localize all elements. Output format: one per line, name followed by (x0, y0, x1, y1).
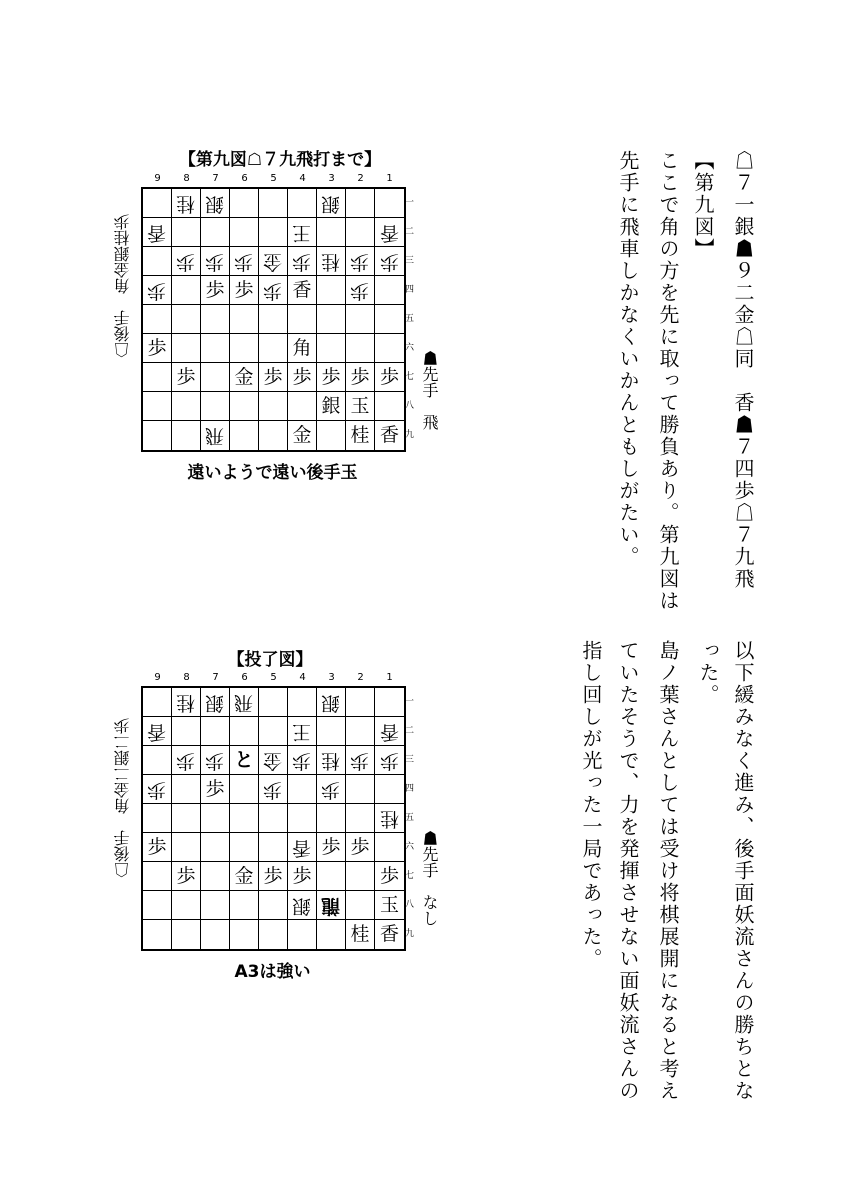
board-square (143, 891, 172, 920)
shogi-piece: と (234, 748, 254, 771)
board-square (201, 804, 230, 833)
board-square (230, 833, 259, 862)
shogi-piece: 歩 (205, 777, 225, 800)
shogi-piece: 歩 (205, 278, 225, 301)
shogi-piece: 歩 (176, 365, 196, 388)
shogi-piece: 歩 (292, 365, 312, 388)
board-square (143, 421, 172, 450)
diagram-caption: 遠いようで遠い後手玉 (187, 463, 358, 483)
board-square (201, 891, 230, 920)
board-square (201, 392, 230, 421)
board-square (317, 833, 346, 862)
board-square (143, 247, 172, 276)
board-square (201, 276, 230, 305)
board-square (259, 189, 288, 218)
gote-hand: ☖後手 角金銀桂歩 (113, 214, 132, 358)
board-square (143, 392, 172, 421)
board-square (288, 717, 317, 746)
board-square (143, 688, 172, 717)
board-square (288, 833, 317, 862)
text-column: った。 (696, 640, 720, 706)
board-square (172, 363, 201, 392)
shogi-piece: 歩 (176, 250, 196, 273)
board-square (288, 363, 317, 392)
shogi-piece: 歩 (321, 365, 341, 388)
board-square (317, 920, 346, 949)
board-square (172, 717, 201, 746)
board-square (201, 421, 230, 450)
board-square (346, 392, 375, 421)
board-square (259, 891, 288, 920)
board-square (201, 717, 230, 746)
column-label: 2 (357, 173, 364, 184)
column-label: 1 (386, 672, 393, 683)
shogi-piece: 歩 (147, 778, 167, 801)
shogi-piece: 王 (292, 720, 312, 743)
board-square (288, 421, 317, 450)
shogi-piece: 香 (147, 221, 167, 244)
board-square (143, 862, 172, 891)
board-square (201, 862, 230, 891)
board-square (375, 920, 404, 949)
row-label: 八 (405, 401, 415, 411)
shogi-piece: 歩 (321, 778, 341, 801)
board-square (375, 688, 404, 717)
shogi-piece: 歩 (379, 749, 399, 772)
shogi-piece: 歩 (292, 749, 312, 772)
board-square (346, 305, 375, 334)
board-square (201, 189, 230, 218)
shogi-piece: 王 (292, 221, 312, 244)
column-label: 6 (241, 173, 248, 184)
board-square (317, 363, 346, 392)
board-square (172, 247, 201, 276)
board-square (143, 833, 172, 862)
board-square (346, 363, 375, 392)
row-label: 三 (405, 256, 415, 266)
board-square (346, 746, 375, 775)
text-column: 以下緩みなく進み、後手面妖流さんの勝ちとな (731, 640, 755, 1102)
shogi-piece: 歩 (263, 864, 283, 887)
shogi-piece: 金 (263, 749, 283, 772)
column-label: 5 (270, 672, 277, 683)
shogi-piece: 歩 (379, 250, 399, 273)
board-square (201, 305, 230, 334)
board-square (201, 688, 230, 717)
board-square (230, 775, 259, 804)
shogi-piece: 香 (379, 923, 399, 945)
board-square (143, 775, 172, 804)
board-square (317, 421, 346, 450)
board-square (143, 334, 172, 363)
board-square (259, 421, 288, 450)
board-square (172, 775, 201, 804)
board-square (143, 717, 172, 746)
board-square (172, 920, 201, 949)
board-square (317, 334, 346, 363)
board-square (317, 862, 346, 891)
board-square (288, 746, 317, 775)
shogi-piece: 歩 (205, 250, 225, 273)
shogi-piece: 歩 (292, 864, 312, 887)
column-label: 9 (154, 173, 161, 184)
shogi-piece: 角 (292, 336, 312, 359)
board-square (317, 305, 346, 334)
board-square (259, 305, 288, 334)
shogi-piece: 玉 (379, 893, 399, 916)
row-labels (405, 688, 419, 949)
board-square (346, 276, 375, 305)
board-square (172, 746, 201, 775)
column-label: 9 (154, 672, 161, 683)
board-square (317, 775, 346, 804)
row-label: 七 (405, 372, 415, 382)
shogi-piece: 香 (147, 720, 167, 743)
shogi-piece: 桂 (379, 807, 399, 830)
column-label: 7 (212, 672, 219, 683)
shogi-piece: 歩 (350, 279, 370, 302)
shogi-piece: 歩 (205, 749, 225, 772)
shogi-piece: 桂 (321, 749, 341, 772)
board-square (143, 305, 172, 334)
row-label: 七 (405, 871, 415, 881)
shogi-piece: 歩 (147, 336, 167, 359)
board-square (346, 189, 375, 218)
board-square (288, 276, 317, 305)
text-column: ☖７一銀☗９二金☖同 香☗７四歩☖７九飛 (731, 150, 755, 590)
column-label: 5 (270, 173, 277, 184)
board-square (288, 334, 317, 363)
column-label: 3 (328, 672, 335, 683)
board-square (201, 746, 230, 775)
row-label: 一 (405, 697, 415, 707)
shogi-piece: 歩 (176, 749, 196, 772)
board-square (143, 363, 172, 392)
board-square (375, 891, 404, 920)
board-square (230, 363, 259, 392)
text-column: 先手に飛車しかなくいかんともしがたい。 (616, 150, 640, 568)
shogi-piece: 香 (379, 221, 399, 244)
board-square (375, 276, 404, 305)
board-square (317, 891, 346, 920)
board-square (172, 862, 201, 891)
board-square (172, 392, 201, 421)
shogi-piece: 金 (263, 250, 283, 273)
board-square (230, 276, 259, 305)
shogi-piece: 飛 (234, 691, 254, 714)
text-column: ていたそうで、力を発揮させない面妖流さんの (616, 640, 640, 1102)
shogi-piece: 香 (379, 424, 399, 446)
board-square (346, 775, 375, 804)
board-square (259, 775, 288, 804)
shogi-board (141, 686, 406, 951)
shogi-piece: 桂 (350, 923, 370, 945)
column-label: 4 (299, 173, 306, 184)
shogi-piece: 金 (234, 864, 254, 887)
board-square (288, 688, 317, 717)
board-square (317, 688, 346, 717)
board-square (288, 775, 317, 804)
shogi-piece: 歩 (263, 279, 283, 302)
board-square (230, 688, 259, 717)
diagram-title: 【第九図☖７九飛打まで】 (178, 150, 382, 170)
board-square (375, 247, 404, 276)
board-square (143, 189, 172, 218)
shogi-piece: 龍 (321, 894, 341, 917)
board-square (259, 833, 288, 862)
board-square (201, 833, 230, 862)
column-label: 6 (241, 672, 248, 683)
board-square (259, 334, 288, 363)
board-square (201, 218, 230, 247)
board-square (375, 746, 404, 775)
shogi-piece: 歩 (350, 749, 370, 772)
board-square (317, 276, 346, 305)
board-square (230, 804, 259, 833)
shogi-piece: 歩 (263, 778, 283, 801)
board-square (230, 218, 259, 247)
board-square (346, 218, 375, 247)
board-square (230, 920, 259, 949)
board-square (201, 775, 230, 804)
board-square (259, 746, 288, 775)
text-column: ここで角の方を先に取って勝負あり。第九図は (656, 150, 680, 612)
board-square (317, 218, 346, 247)
board-square (201, 363, 230, 392)
column-label: 8 (183, 173, 190, 184)
board-square (346, 804, 375, 833)
board-square (346, 862, 375, 891)
shogi-piece: 香 (292, 278, 312, 301)
board-square (375, 363, 404, 392)
board-square (172, 334, 201, 363)
shogi-piece: 歩 (350, 365, 370, 388)
gote-hand: ☖後手 角金二銀二歩 (113, 718, 132, 878)
row-label: 八 (405, 900, 415, 910)
board-square (288, 218, 317, 247)
board-square (346, 833, 375, 862)
shogi-piece: 金 (234, 365, 254, 388)
diagram-caption: A3は強い (234, 962, 311, 982)
shogi-piece: 桂 (176, 691, 196, 714)
shogi-piece: 歩 (321, 835, 341, 858)
board-square (230, 891, 259, 920)
row-label: 五 (405, 314, 415, 324)
board-square (172, 804, 201, 833)
shogi-piece: 玉 (350, 394, 370, 417)
row-label: 四 (405, 784, 415, 794)
board-square (143, 276, 172, 305)
board-square (143, 218, 172, 247)
shogi-piece: 歩 (176, 864, 196, 887)
board-square (346, 334, 375, 363)
board-square (259, 363, 288, 392)
board-square (259, 688, 288, 717)
board-square (346, 891, 375, 920)
shogi-piece: 歩 (263, 365, 283, 388)
board-square (375, 392, 404, 421)
board-square (143, 746, 172, 775)
row-label: 五 (405, 813, 415, 823)
text-column: 指し回しが光った一局であった。 (579, 640, 603, 970)
board-square (172, 421, 201, 450)
board-square (346, 421, 375, 450)
shogi-piece: 香 (379, 720, 399, 743)
board-square (259, 218, 288, 247)
board-square (317, 392, 346, 421)
sente-hand: ☗先手 なし (420, 830, 439, 926)
board-square (288, 247, 317, 276)
board-square (375, 717, 404, 746)
shogi-piece: 銀 (321, 394, 341, 417)
column-label: 7 (212, 173, 219, 184)
board-square (172, 688, 201, 717)
board-square (230, 746, 259, 775)
board-square (230, 392, 259, 421)
shogi-piece: 香 (292, 836, 312, 859)
board-square (317, 247, 346, 276)
board-square (201, 247, 230, 276)
board-square (375, 804, 404, 833)
shogi-piece: 飛 (205, 425, 225, 447)
board-square (317, 746, 346, 775)
shogi-board (141, 187, 406, 452)
board-square (288, 920, 317, 949)
shogi-piece: 歩 (147, 279, 167, 302)
row-labels (405, 189, 419, 450)
board-square (172, 891, 201, 920)
board-square (288, 891, 317, 920)
shogi-piece: 桂 (350, 424, 370, 446)
board-square (288, 392, 317, 421)
column-label: 1 (386, 173, 393, 184)
board-square (201, 920, 230, 949)
board-square (317, 804, 346, 833)
shogi-piece: 銀 (321, 691, 341, 714)
board-square (259, 276, 288, 305)
shogi-piece: 桂 (321, 250, 341, 273)
board-square (259, 247, 288, 276)
board-square (230, 305, 259, 334)
board-square (375, 421, 404, 450)
board-square (375, 862, 404, 891)
board-square (259, 804, 288, 833)
row-label: 六 (405, 343, 415, 353)
board-square (172, 305, 201, 334)
shogi-piece: 歩 (234, 250, 254, 273)
shogi-piece: 金 (292, 424, 312, 446)
text-column: 島ノ葉さんとしては受け将棋展開になると考え (656, 640, 680, 1102)
board-square (288, 189, 317, 218)
row-label: 四 (405, 285, 415, 295)
shogi-piece: 桂 (176, 192, 196, 215)
board-square (172, 276, 201, 305)
board-square (375, 334, 404, 363)
row-label: 九 (405, 929, 415, 939)
board-square (288, 804, 317, 833)
shogi-piece: 歩 (234, 278, 254, 301)
row-label: 二 (405, 726, 415, 736)
board-square (230, 247, 259, 276)
shogi-piece: 歩 (350, 250, 370, 273)
shogi-piece: 歩 (379, 864, 399, 887)
board-square (230, 717, 259, 746)
board-square (375, 305, 404, 334)
shogi-piece: 歩 (292, 250, 312, 273)
board-square (375, 218, 404, 247)
board-square (346, 717, 375, 746)
board-square (375, 833, 404, 862)
shogi-piece: 銀 (321, 192, 341, 215)
column-labels (143, 173, 404, 185)
text-column: 【第九図】 (691, 150, 715, 260)
board-square (143, 804, 172, 833)
board-square (259, 717, 288, 746)
board-square (230, 189, 259, 218)
column-labels (143, 672, 404, 684)
column-label: 3 (328, 173, 335, 184)
shogi-piece: 歩 (379, 365, 399, 388)
row-label: 三 (405, 755, 415, 765)
board-square (143, 920, 172, 949)
shogi-piece: 銀 (292, 894, 312, 917)
board-square (172, 833, 201, 862)
sente-hand: ☗先手 飛 (420, 350, 439, 430)
board-square (375, 189, 404, 218)
board-square (346, 920, 375, 949)
board-square (346, 247, 375, 276)
board-square (259, 862, 288, 891)
board-square (172, 218, 201, 247)
board-square (375, 775, 404, 804)
shogi-piece: 銀 (205, 192, 225, 215)
board-square (317, 189, 346, 218)
board-square (259, 392, 288, 421)
board-square (230, 421, 259, 450)
column-label: 2 (357, 672, 364, 683)
board-square (172, 189, 201, 218)
row-label: 二 (405, 227, 415, 237)
shogi-piece: 歩 (147, 835, 167, 858)
board-square (259, 920, 288, 949)
board-square (230, 334, 259, 363)
column-label: 4 (299, 672, 306, 683)
row-label: 九 (405, 430, 415, 440)
board-square (230, 862, 259, 891)
shogi-piece: 歩 (350, 835, 370, 858)
column-label: 8 (183, 672, 190, 683)
board-square (317, 717, 346, 746)
row-label: 六 (405, 842, 415, 852)
board-square (288, 305, 317, 334)
board-square (346, 688, 375, 717)
board-square (288, 862, 317, 891)
shogi-piece: 銀 (205, 691, 225, 714)
diagram-title: 【投了図】 (227, 650, 313, 670)
board-square (201, 334, 230, 363)
row-label: 一 (405, 198, 415, 208)
